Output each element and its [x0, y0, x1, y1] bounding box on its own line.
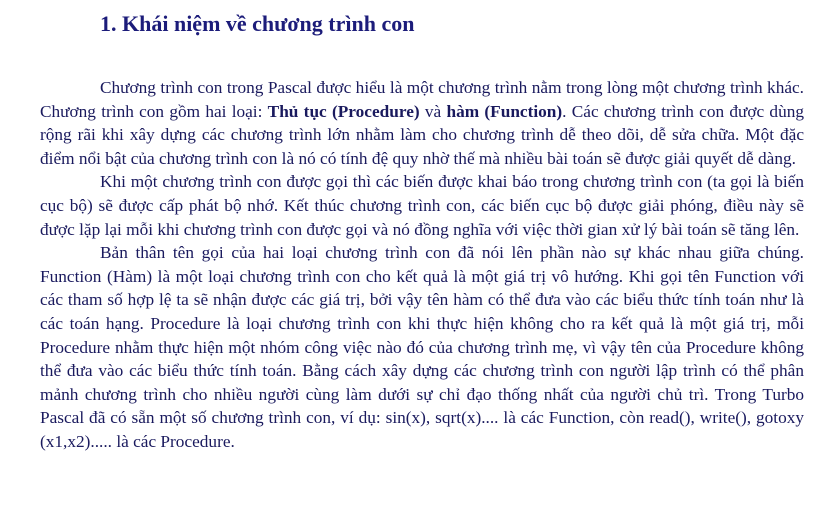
- term-function: hàm (Function): [446, 101, 563, 121]
- paragraph-1-text-c: . Các chương trình con được dùng rộng rãi khi xây dựng các chương trình lớn nhằm làm cho chương trình dễ theo dõi, dễ sửa chữa. Một đặc điểm nổi bật của chương trình con là nó có tính đệ quy nhờ thế mà nhiều bài toán sẽ được giải quyết dễ dàng.: [40, 101, 804, 168]
- paragraph-2: Khi một chương trình con được gọi thì các biến được khai báo trong chương trình con (ta gọi là biến cục bộ) sẽ được cấp phát bộ nhớ. Kết thúc chương trình con, các biến cục bộ được giải phóng, điều này sẽ được lặp lại mỗi khi chương trình con được gọi và nó đồng nghĩa với việc thời gian xử lý bài toán sẽ tăng lên.: [40, 172, 804, 239]
- term-procedure: Thủ tục (Procedure): [267, 101, 420, 121]
- document-body: [40, 76, 804, 454]
- paragraph-3: Bản thân tên gọi của hai loại chương trình con đã nói lên phần nào sự khác nhau giữa chúng. Function (Hàm) là một loại chương trình con cho kết quả là một giá trị vô hướng. Khi gọi tên Function với các tham số hợp lệ ta sẽ nhận được các giá trị, bởi vậy tên hàm có thể đưa vào các biểu thức tính toán như là các toán hạng. Procedure là loại chương trình con khi thực hiện không cho ra kết quả là một giá trị, mỗi Procedure nhằm thực hiện một nhóm công việc nào đó của chương trình mẹ, vì vậy tên của Procedure không thể đưa vào các biểu thức tính toán. Bằng cách xây dựng các chương trình con người lập trình có thể phân mảnh chương trình cho nhiều người cùng làm dưới sự chỉ đạo thống nhất của người chủ trì. Trong Turbo Pascal đã có sẵn một số chương trình con, ví dụ: sin(x), sqrt(x).... là các Function, còn read(), write(), gotoxy (x1,x2)..... là các Procedure.: [40, 243, 804, 451]
- paragraph-1: [40, 76, 804, 170]
- paragraph-1-text-a: Chương trình con trong Pascal được hiểu là một chương trình nằm trong lòng một chương trình khác. Chương trình con gồm hai loại:: [40, 78, 804, 121]
- section-heading: 1. Khái niệm về chương trình con: [100, 11, 415, 36]
- paragraph-1-text-b: và: [419, 101, 447, 121]
